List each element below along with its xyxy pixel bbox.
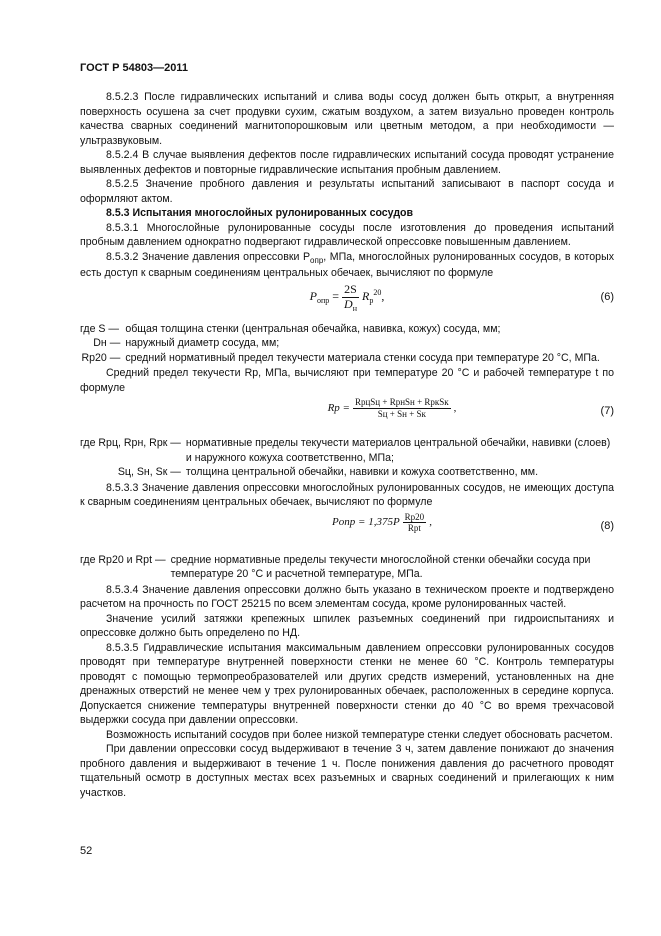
f7-fraction [353,397,451,419]
definitions-7 [80,436,614,480]
formula-7-number: (7) [600,405,614,418]
def-row [80,351,614,366]
page-header: ГОСТ Р 54803—2011 [80,62,188,74]
def-text: средний нормативный предел текучести материала стенки сосуда при температуре 20 °С, МПа. [125,351,600,364]
f7-numerator: RрцSц + RрнSн + RркSк [354,397,449,408]
f6-r-sup: 20 [373,288,382,298]
def-row [80,436,614,465]
paragraph-8-5-2-5: 8.5.2.5 Значение пробного давления и результаты испытаний записывают в паспорт сосуда и оформляют актом. [80,178,614,205]
paragraph-low-temperature: Возможность испытаний сосудов при более низкой температуре стенки следует обосновать расчетом. [106,728,613,741]
paragraph-holding-time: При давлении опрессовки сосуд выдерживают в течение 3 ч, затем давление понижают до значения пробного давления и выдерживают в течение 1 ч. После понижения давления до расчетного проводят тщательный осмотр в доступных местах всех разъемных и сварных соединений и прилегающих к ним участков. [80,743,614,799]
f6-r-sub: р [369,296,374,306]
formula-8 [80,510,614,552]
paragraph-bolt-tightening: Значение усилий затяжки крепежных шпилек разъемных соединений при гидроиспытаниях и опрессовке должно быть определено по НД. [80,612,614,640]
paragraph-8-5-3-3: 8.5.3.3 Значение давления опрессовки многослойных рулонированных сосудов, не имеющих доступа к сварным соединениям центральных обечаек, вычисляют по формуле [80,481,614,509]
paragraph-8-5-2-4: 8.5.2.4 В случае выявления дефектов после гидравлических испытаний сосуда проводят устранение выявленных дефектов и повторные гидравлические испытания пробным давлением. [80,149,614,176]
f7-lhs: Rр = [327,401,350,414]
f6-den-symbol: D [344,296,353,311]
f8-numerator: Rр20 [404,511,425,522]
paragraph-8-5-2-3: 8.5.2.3 После гидравлических испытаний и слива воды сосуд должен быть открыт, а внутренняя поверхность осушена за счет продувки сухим, сжатым воздухом, а затем визуально проведен контроль качества сварных соединений магнитопорошковым или цветным методом, а при необходимости — ультразвуковым. [80,91,614,147]
definitions-6 [80,322,614,366]
paragraph-8-5-3-4: 8.5.3.4 Значение давления опрессовки должно быть указано в техническом проекте и подтверждено расчетом на прочность по ГОСТ 25215 по всем элементам сосуда, кроме рулонированных частей. [80,583,614,611]
def-symbol: Dн — [93,337,121,350]
f6-r: R [362,289,370,304]
paragraph-yield-strength: Средний предел текучести Rр, МПа, вычисляют при температуре 20 °С и рабочей температуре t по формуле [80,367,614,394]
def-row [80,336,614,351]
f6-lhs: P [309,289,317,304]
formula-8-number: (8) [600,519,614,532]
f8-tail: , [429,516,432,529]
f6-numerator: 2S [344,281,357,296]
p5-start: 8.5.3.2 Значение давления опрессовки P [106,250,311,263]
p5-subscript: опр [310,255,324,265]
def-text: общая толщина стенки (центральная обечайка, навивка, кожух) сосуда, мм; [125,322,501,335]
formula-6 [80,281,614,321]
p5-end: , МПа, многослойных рулонированных сосудов, в которых есть доступ к сварным соединениям центральных обечаек, вычисляют по формуле [80,250,614,280]
f7-denominator: Sц + Sн + Sк [377,408,426,419]
def-text: наружный диаметр сосуда, мм; [125,337,280,350]
def-row [80,553,614,582]
def-symbol: где Rрц, Rрн, Rрк — [80,437,181,450]
formula-6-number: (6) [600,290,614,303]
f6-denominator [342,298,359,313]
document-body [80,90,614,800]
f6-lhs-sub: опр [316,296,330,306]
def-text: средние нормативные пределы текучести многослойной стенки обечайки сосуда при температуре 20 °С и расчетной температуре, МПа. [170,553,591,581]
f6-den-sub: н [352,303,357,313]
section-heading-8-5-3: 8.5.3 Испытания многослойных рулонированных сосудов [106,207,414,219]
paragraph-8-5-3-1: 8.5.3.1 Многослойные рулонированные сосуды после изготовления до проведения испытаний пробным давлением однократно подвергают гидравлической опрессовке повышенным давлением. [80,221,614,248]
def-symbol: где Rр20 и Rрt — [80,553,166,566]
f6-fraction [342,283,359,313]
formula-7 [80,395,614,435]
f6-tail: , [381,289,385,304]
f8-denominator: Rрt [407,523,421,534]
def-symbol: Sц, Sн, Sк — [117,466,181,479]
f7-tail: , [453,401,457,414]
definitions-8 [80,553,614,582]
def-text: толщина центральной обечайки, навивки и кожуха соответственно, мм. [185,466,539,479]
def-symbol: Rр20 — [81,351,121,364]
page-number: 52 [80,845,93,857]
f8-fraction [403,512,427,534]
f8-lhs: Pопр = 1,375P [332,516,400,529]
def-text: нормативные пределы текучести материалов центральной обечайки, навивки (слоев) и наружного кожуха соответственно, МПа; [185,437,611,464]
def-row [80,465,614,480]
def-symbol: где S — [80,322,120,335]
paragraph-8-5-3-2 [80,250,614,281]
f6-eq: = [332,289,340,304]
paragraph-8-5-3-5: 8.5.3.5 Гидравлические испытания максимальным давлением опрессовки рулонированных сосудов проводят при температуре внутренней поверхности стенки не менее 60 °С. Контроль температуры проводят с помощью термопреобразователей или других средств измерений, установленных на дне дренажных отверстий не менее чем у трех рулонированных обечаек, расположенных в середине корпуса. Допускается снижение температуры внутренней поверхности стенки до 40 °С во время трехчасовой выдержки сосуда при давлении опрессовки. [80,641,614,727]
def-row [80,322,614,337]
